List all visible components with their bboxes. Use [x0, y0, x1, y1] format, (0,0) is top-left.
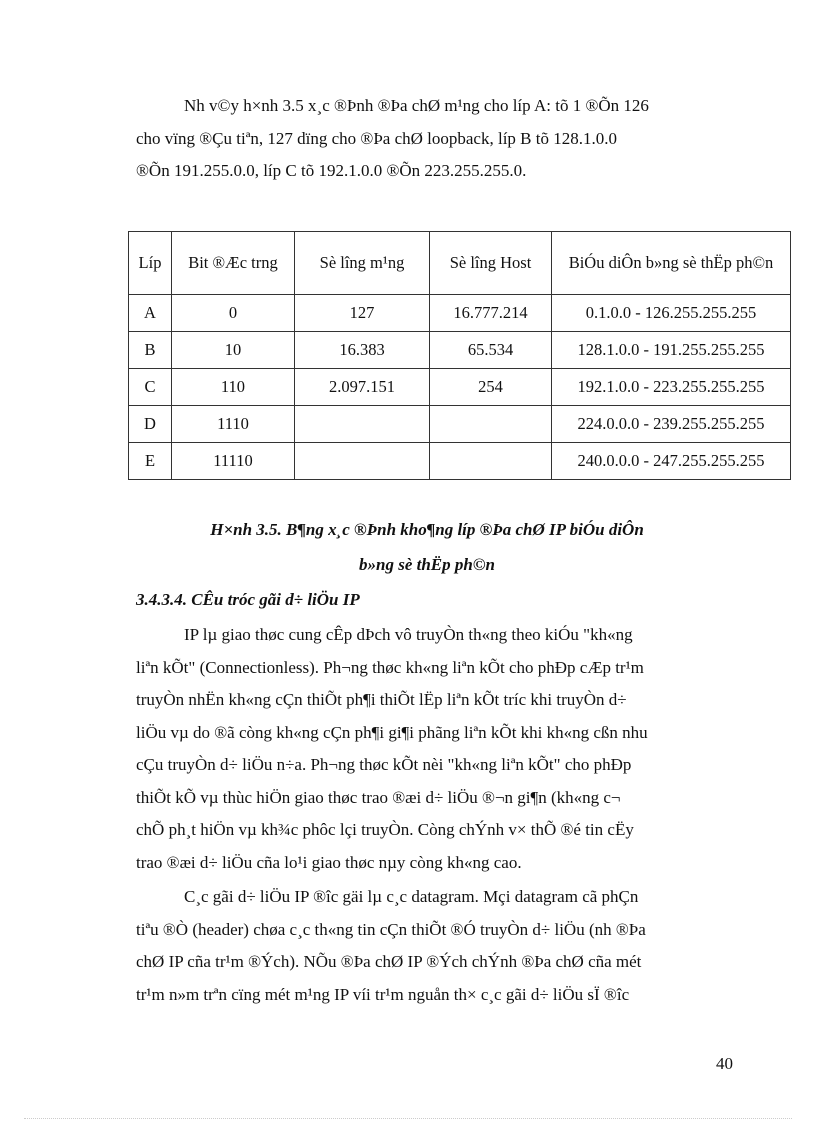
table-row [129, 406, 791, 443]
table-cell: 0 [172, 295, 295, 332]
header-cell: Sè lîng Host [430, 232, 552, 295]
table-cell: 0.1.0.0 - 126.255.255.255 [552, 295, 791, 332]
table-cell: 240.0.0.0 - 247.255.255.255 [552, 443, 791, 480]
table-row [129, 443, 791, 480]
table-cell: 16.383 [295, 332, 430, 369]
table-cell [295, 443, 430, 480]
text-line: ®Õn 191.255.0.0, líp C tõ 192.1.0.0 ®Õn 223.255.255.0. [136, 161, 527, 180]
table-header-row [129, 232, 791, 295]
table-cell: 110 [172, 369, 295, 406]
table-cell: 1110 [172, 406, 295, 443]
text-line: C¸c gãi d÷ liÖu IP ®îc gäi lµ c¸c datagram. Mçi datagram cã phÇn [184, 887, 639, 906]
text-line: cÇu truyÒn d÷ liÖu n÷a. Ph¬ng thøc kÕt nèi "kh«ng liªn kÕt" cho phÐp [136, 755, 632, 774]
header-cell: Sè lîng m¹ng [295, 232, 430, 295]
text-line: trao ®æi d÷ liÖu cña lo¹i giao thøc nµy còng kh«ng cao. [136, 852, 522, 872]
text-line: chØ IP cña tr¹m ®Ých). NÕu ®Þa chØ IP ®Ých chÝnh ®Þa chØ cña mét [136, 952, 642, 971]
table-cell [430, 443, 552, 480]
text-line: IP lµ giao thøc cung cÊp dÞch vô truyÒn th«ng theo kiÓu "kh«ng [184, 625, 633, 644]
table-cell: 2.097.151 [295, 369, 430, 406]
body-paragraph-1 [136, 619, 718, 879]
table-cell: B [129, 332, 172, 369]
table-cell: A [129, 295, 172, 332]
table-cell: D [129, 406, 172, 443]
table-cell: C [129, 369, 172, 406]
intro-paragraph [136, 90, 718, 188]
table-cell: 192.1.0.0 - 223.255.255.255 [552, 369, 791, 406]
text-line: chÕ ph¸t hiÖn vµ kh¾c phôc lçi truyÒn. Còng chÝnh v× thÕ ®é tin cËy [136, 820, 634, 839]
page-bottom-divider [24, 1118, 792, 1119]
table-cell [295, 406, 430, 443]
text-line: thiÕt kÕ vµ thùc hiÖn giao thøc trao ®æi d÷ liÖu ®¬n gi¶n (kh«ng c¬ [136, 787, 621, 807]
table-row [129, 369, 791, 406]
table-cell: 10 [172, 332, 295, 369]
table-cell: 127 [295, 295, 430, 332]
table-cell: 65.534 [430, 332, 552, 369]
table-cell [430, 406, 552, 443]
body-paragraph-2 [136, 881, 718, 1011]
page-number: 40 [716, 1054, 733, 1073]
table-row [129, 295, 791, 332]
header-cell: Líp [129, 232, 172, 295]
text-line: cho vïng ®Çu tiªn, 127 dïng cho ®Þa chØ loopback, líp B tõ 128.1.0.0 [136, 128, 617, 148]
table-cell: 224.0.0.0 - 239.255.255.255 [552, 406, 791, 443]
text-line: truyÒn nhËn kh«ng cÇn thiÕt ph¶i thiÕt lËp liªn kÕt tríc khi truyÒn d÷ [136, 690, 627, 709]
text-line: Nh v©y h×nh 3.5 x¸c ®Þnh ®Þa chØ m¹ng cho líp A: tõ 1 ®Õn 126 [184, 96, 649, 115]
text-line: liÖu vµ do ®ã còng kh«ng cÇn ph¶i gi¶i phãng liªn kÕt khi kh«ng cßn nhu [136, 722, 648, 742]
table-cell: 128.1.0.0 - 191.255.255.255 [552, 332, 791, 369]
table-cell: 16.777.214 [430, 295, 552, 332]
table-cell: 254 [430, 369, 552, 406]
text-line: liªn kÕt" (Connectionless). Ph¬ng thøc kh«ng liªn kÕt cho phÐp cÆp tr¹m [136, 657, 644, 677]
figure-caption-line-1: H×nh 3.5. B¶ng x¸c ®Þnh kho¶ng líp ®Þa chØ IP biÓu diÔn [210, 520, 644, 539]
ip-class-table [128, 231, 791, 480]
section-heading: 3.4.3.4. CÊu tróc gãi d÷ liÖu IP [136, 590, 360, 609]
text-line: tr¹m n»m trªn cïng mét m¹ng IP víi tr¹m nguån th× c¸c gãi d÷ liÖu sÏ ®îc [136, 984, 630, 1004]
figure-caption-line-2: b»ng sè thËp ph©n [359, 555, 495, 574]
header-cell: BiÓu diÔn b»ng sè thËp ph©n [552, 232, 791, 295]
table-cell: 11110 [172, 443, 295, 480]
table-row [129, 332, 791, 369]
text-line: tiªu ®Ò (header) chøa c¸c th«ng tin cÇn thiÕt ®Ó truyÒn d÷ liÖu (nh ®Þa [136, 919, 646, 939]
header-cell: Bit ®Æc trng [172, 232, 295, 295]
table-cell: E [129, 443, 172, 480]
